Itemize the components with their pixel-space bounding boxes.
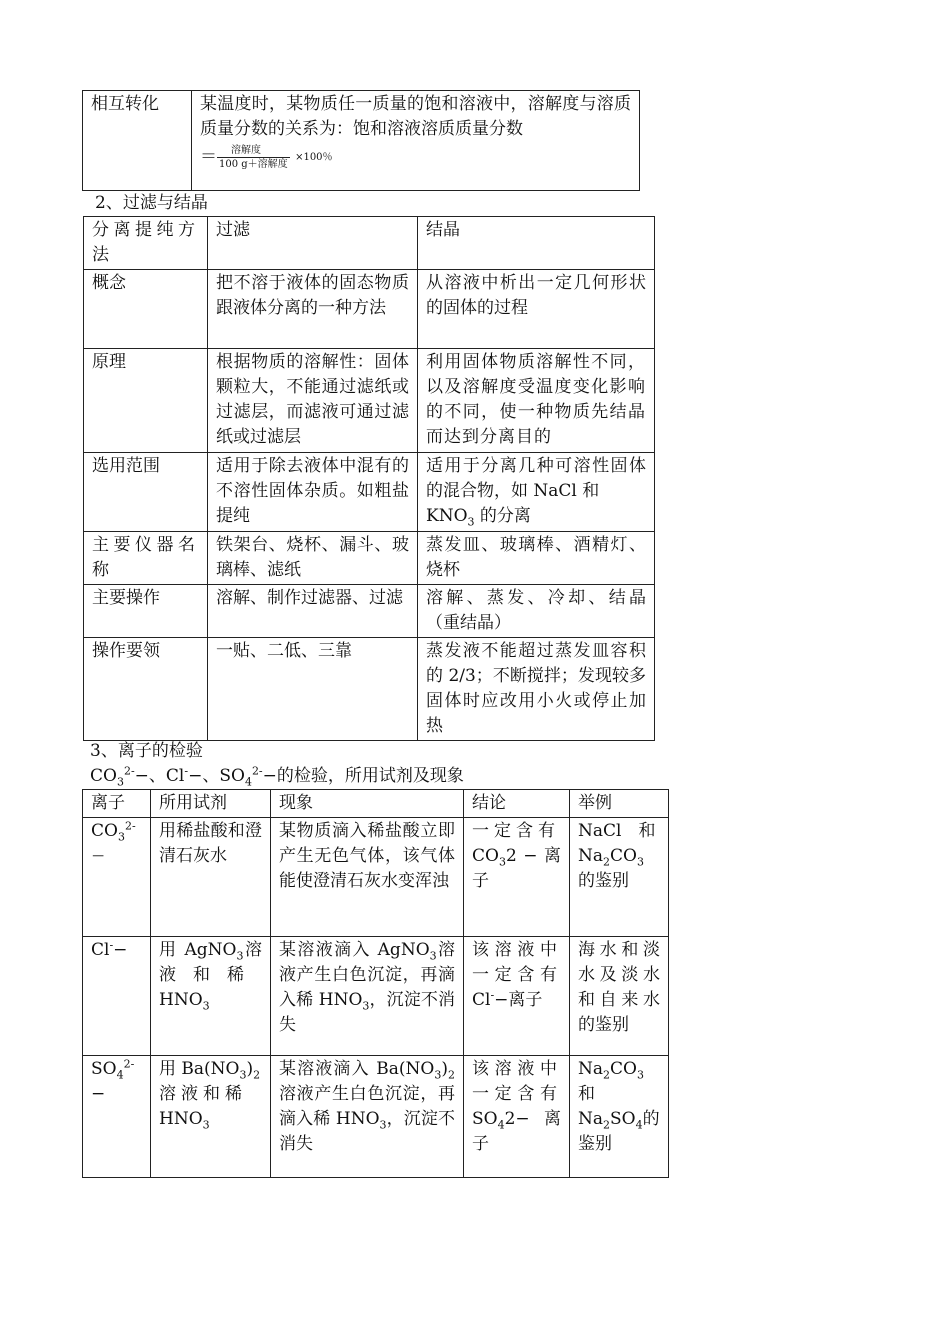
table-row <box>84 585 655 638</box>
cell: 把不溶于液体的固态物质跟液体分离的一种方法 <box>208 270 418 349</box>
formula <box>200 144 333 171</box>
section-3-subtitle <box>90 765 464 787</box>
fraction-numerator: 溶解度 <box>217 144 290 158</box>
subscript: 3 <box>434 1068 442 1082</box>
cell: 溶解、蒸发、冷却、结晶（重结晶） <box>418 585 655 638</box>
formula-text: Cl <box>165 766 185 786</box>
formula-text: CO <box>90 766 117 786</box>
conversion-cell <box>192 91 640 191</box>
subscript: 3 <box>636 1068 644 1082</box>
formula-text: SO <box>610 1109 636 1129</box>
subscript: 3 <box>362 999 370 1013</box>
table-row <box>84 453 655 532</box>
ion-test-table <box>82 789 669 1178</box>
table-row <box>84 532 655 585</box>
formula-text: 用 Ba(NO <box>159 1059 240 1079</box>
cell-text: −离子 <box>494 990 543 1010</box>
formula-text: SO <box>472 1109 498 1129</box>
subscript: 4 <box>116 1068 124 1082</box>
subtitle-text: 的检验，所用试剂及现象 <box>276 766 464 786</box>
formula-text: Na <box>578 1109 604 1129</box>
cell-text: 溶液产生白色沉淀，再滴入稀 HNO <box>279 1084 455 1129</box>
cell: 根据物质的溶解性：固体颗粒大，不能通过滤纸或过滤层，而滤液可通过滤纸或过滤层 <box>208 349 418 453</box>
superscript: 2- <box>124 819 136 833</box>
conclusion-cell <box>464 1056 570 1178</box>
cell-text: 适用于分离几种可溶性固体的混合物，如 NaCl 和 <box>426 456 646 501</box>
subscript: 3 <box>429 949 437 963</box>
row-label: 主要仪器名称 <box>84 532 208 585</box>
cell-text: NaCl 和 <box>578 821 656 841</box>
example-cell: 海水和淡水及淡水和自来水的鉴别 <box>570 937 669 1056</box>
cell-text: 2−离子 <box>472 1109 561 1154</box>
header-ion: 离子 <box>83 790 151 818</box>
table-row <box>83 937 669 1056</box>
header-phenomenon: 现象 <box>271 790 464 818</box>
subscript: 2 <box>603 855 611 869</box>
reagent-cell <box>151 1056 271 1178</box>
header-filtration: 过滤 <box>208 217 418 270</box>
cell: 蒸发皿、玻璃棒、酒精灯、烧杯 <box>418 532 655 585</box>
subscript: 3 <box>636 855 644 869</box>
cell: 从溶液中析出一定几何形状的固体的过程 <box>418 270 655 349</box>
table-row <box>83 1056 669 1178</box>
cell: 利用固体物质溶解性不同，以及溶解度受温度变化影响的不同，使一种物质先结晶而达到分离目的 <box>418 349 655 453</box>
conversion-text: 某温度时，某物质任一质量的饱和溶液中，溶解度与溶质质量分数的关系为：饱和溶液溶质质量分数 <box>200 94 631 139</box>
superscript: - <box>109 938 114 952</box>
row-label: 操作要领 <box>84 638 208 741</box>
example-cell <box>570 1056 669 1178</box>
superscript: 2- <box>123 1057 135 1071</box>
formula-text: − <box>91 846 106 866</box>
subscript: 2 <box>253 1068 261 1082</box>
formula-text: Na <box>578 1059 604 1079</box>
formula-text: KNO <box>426 506 468 526</box>
cell <box>418 453 655 532</box>
cell-text: ) <box>441 1059 448 1079</box>
cell-text: 某溶液滴入 Ba(NO <box>279 1059 435 1079</box>
header-method: 分离提纯方法 <box>84 217 208 270</box>
formula-text: − <box>91 1084 106 1104</box>
phenomenon-cell: 某物质滴入稀盐酸立即产生无色气体，该气体能使澄清石灰水变浑浊 <box>271 818 464 937</box>
ion-cell <box>83 1056 151 1178</box>
table-row <box>83 91 640 191</box>
superscript: 2- <box>251 764 263 778</box>
formula-text: − <box>113 940 128 960</box>
kno3-formula <box>426 506 531 529</box>
cell-text: 该溶液中一定含有 <box>472 940 561 985</box>
cell-text: 溶液和稀 <box>159 1084 247 1104</box>
superscript: - <box>490 988 495 1002</box>
cell: 适用于除去液体中混有的不溶性固体杂质。如粗盐提纯 <box>208 453 418 532</box>
row-label: 选用范围 <box>84 453 208 532</box>
formula-text: CO <box>610 1059 637 1079</box>
subscript: 3 <box>467 515 475 529</box>
cell-text: 溶液 和 稀 <box>159 940 263 985</box>
table-header-row <box>83 790 669 818</box>
subscript: 2 <box>448 1068 455 1082</box>
conclusion-cell <box>464 937 570 1056</box>
section-3-title: 3、离子的检验 <box>90 741 203 761</box>
fraction <box>217 144 290 171</box>
row-label: 概念 <box>84 270 208 349</box>
phenomenon-cell <box>271 937 464 1056</box>
subscript: 3 <box>379 1118 387 1132</box>
subscript: 4 <box>497 1118 505 1132</box>
formula-tail: 的分离 <box>474 506 531 526</box>
ion-cell <box>83 937 151 1056</box>
fraction-denominator: 100 g＋溶解度 <box>219 159 288 170</box>
formula-text: HNO <box>159 990 203 1010</box>
superscript: 2- <box>123 764 135 778</box>
subscript: 3 <box>239 1068 247 1082</box>
section-2-title: 2、过滤与结晶 <box>95 193 208 213</box>
subscript: 2 <box>603 1068 611 1082</box>
row-label: 主要操作 <box>84 585 208 638</box>
times-100-percent: ×100％ <box>295 152 333 163</box>
cell-text: 和 <box>578 1084 595 1104</box>
formula-text: −、 <box>134 766 166 786</box>
cell-text: 一定含有 <box>472 821 560 841</box>
cell-text: 该溶液中一定含有 <box>472 1059 561 1104</box>
conclusion-cell <box>464 818 570 937</box>
header-crystallization: 结晶 <box>418 217 655 270</box>
formula-text: CO <box>91 821 118 841</box>
cell-text: ，沉淀不消失 <box>279 990 456 1035</box>
subscript: 2 <box>603 1118 611 1132</box>
cell-text: 某溶液滴入 AgNO <box>279 940 430 960</box>
formula-text: −、 <box>188 766 220 786</box>
cell-text: 2 − 离子 <box>472 846 561 891</box>
cell: 铁架台、烧杯、漏斗、玻璃棒、滤纸 <box>208 532 418 585</box>
equals-sign: ＝ <box>200 147 217 167</box>
cell-text: 的鉴别 <box>578 871 629 891</box>
example-cell <box>570 818 669 937</box>
table-row <box>84 638 655 741</box>
subscript: 3 <box>117 830 125 844</box>
reagent-cell <box>151 937 271 1056</box>
cell-text: 的鉴别 <box>578 1109 660 1154</box>
formula-text: SO <box>219 766 245 786</box>
subscript: 3 <box>498 855 506 869</box>
formula-text: HNO <box>159 1109 203 1129</box>
table-row <box>84 270 655 349</box>
formula-text: 用 AgNO <box>159 940 237 960</box>
formula-text: Na <box>578 846 604 866</box>
superscript: - <box>184 764 189 778</box>
cell: 蒸发液不能超过蒸发皿容积的 2/3；不断搅拌；发现较多固体时应改用小火或停止加热 <box>418 638 655 741</box>
formula-text: CO <box>610 846 637 866</box>
formula-text: Cl <box>91 940 110 960</box>
formula-text: Cl <box>472 990 491 1010</box>
table-row <box>83 818 669 937</box>
conversion-table <box>82 90 640 191</box>
table-row <box>84 349 655 453</box>
subscript: 4 <box>635 1118 643 1132</box>
reagent-cell: 用稀盐酸和澄清石灰水 <box>151 818 271 937</box>
subscript: 3 <box>116 775 124 789</box>
phenomenon-cell <box>271 1056 464 1178</box>
header-reagent: 所用试剂 <box>151 790 271 818</box>
cell-text: 溶液产生白色沉淀，再滴入稀 HNO <box>279 940 455 1010</box>
header-example: 举例 <box>570 790 669 818</box>
cell: 溶解、制作过滤器、过滤 <box>208 585 418 638</box>
ion-cell <box>83 818 151 937</box>
formula-text: ) <box>246 1059 254 1079</box>
subscript: 3 <box>202 999 210 1013</box>
formula-text: SO <box>91 1059 117 1079</box>
subscript: 4 <box>244 775 252 789</box>
cell: 一贴、二低、三靠 <box>208 638 418 741</box>
formula-text: CO <box>472 846 499 866</box>
filtration-crystallization-table <box>83 216 655 741</box>
row-label: 原理 <box>84 349 208 453</box>
table-header-row <box>84 217 655 270</box>
cell-text: ，沉淀不消失 <box>279 1109 456 1154</box>
subscript: 3 <box>236 949 244 963</box>
header-conclusion: 结论 <box>464 790 570 818</box>
subscript: 3 <box>202 1118 210 1132</box>
formula-text: − <box>262 766 277 786</box>
row-label: 相互转化 <box>83 91 192 191</box>
